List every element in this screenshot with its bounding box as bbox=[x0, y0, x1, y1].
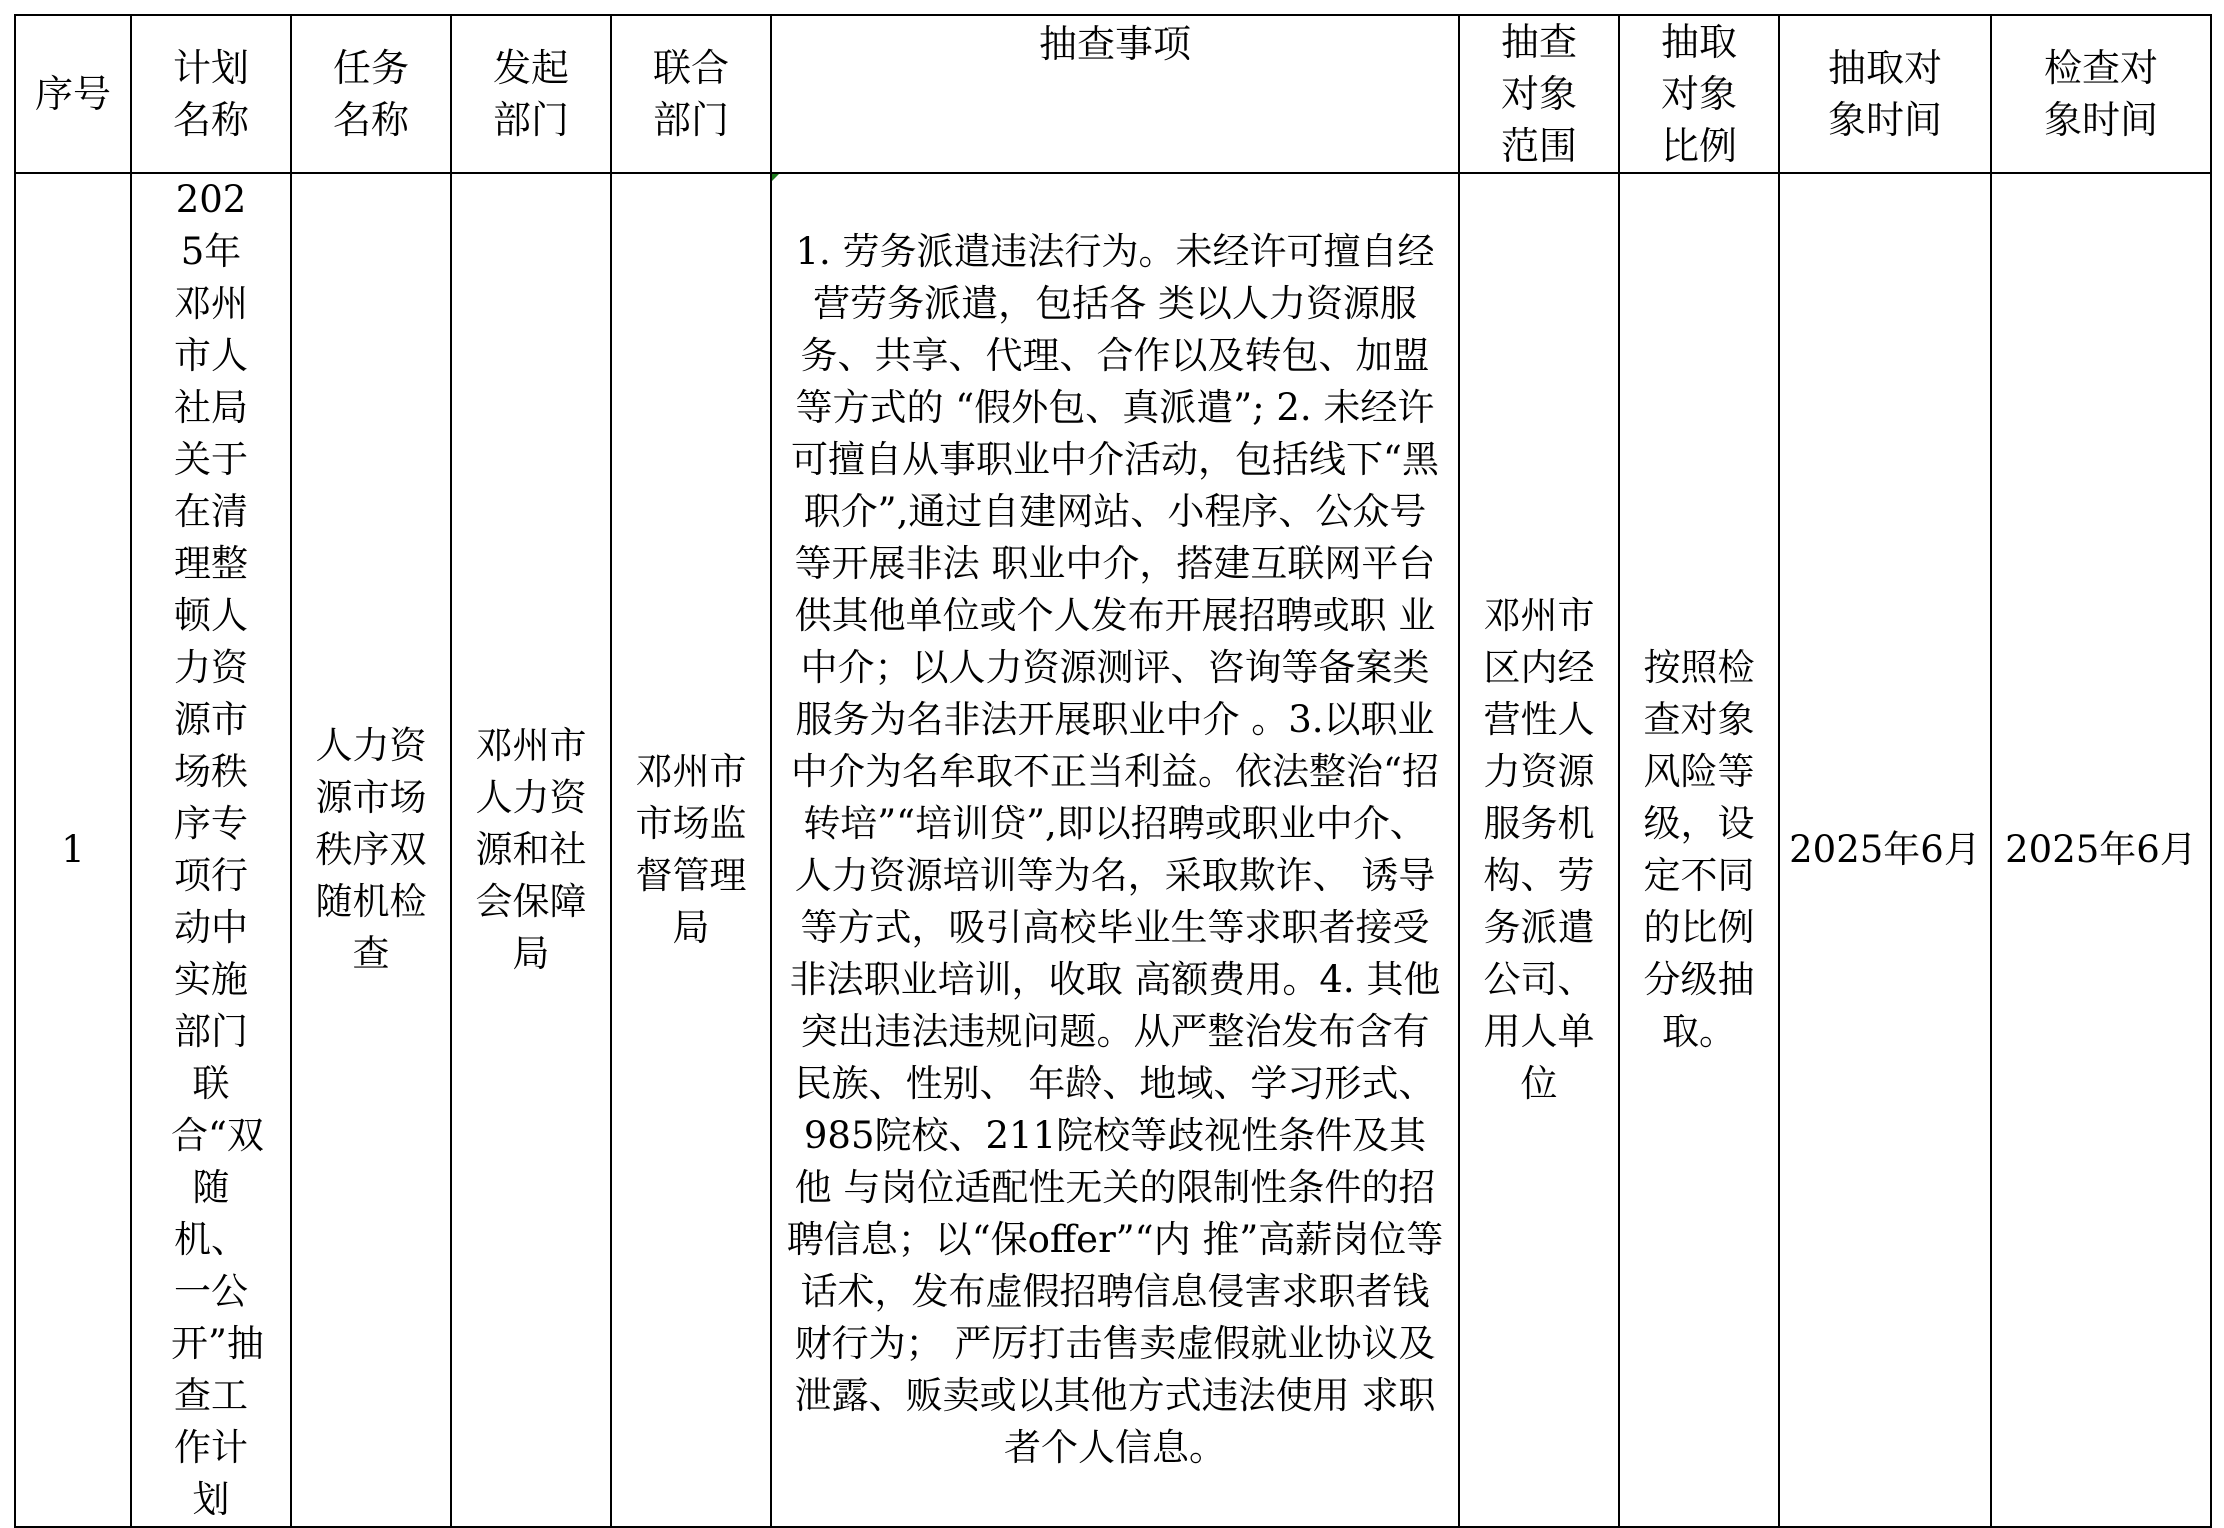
cell-sample-time: 2025年6月 bbox=[1779, 173, 1991, 1527]
header-seq: 序号 bbox=[15, 15, 131, 173]
table-row bbox=[15, 173, 2211, 1527]
header-target-scope: 抽查对象范围 bbox=[1459, 15, 1619, 173]
cell-seq: 1 bbox=[15, 173, 131, 1527]
cell-joint-dept: 邓州市市场监督管理局 bbox=[611, 173, 771, 1527]
header-plan-name: 计划名称 bbox=[131, 15, 291, 173]
table-header bbox=[15, 15, 2211, 173]
cell-check-items bbox=[771, 173, 1459, 1527]
cell-check-time: 2025年6月 bbox=[1991, 173, 2211, 1527]
header-task-name: 任务名称 bbox=[291, 15, 451, 173]
cell-plan-name: 2025年邓州市人社局关于在清理整顿人力资源市场秩序专项行动中实施部门联合“双随机、一公开”抽查工作计划 bbox=[131, 173, 291, 1527]
cell-corner-marker bbox=[772, 174, 779, 181]
header-check-time: 检查对象时间 bbox=[1991, 15, 2211, 173]
header-sample-ratio: 抽取对象比例 bbox=[1619, 15, 1779, 173]
table-body bbox=[15, 173, 2211, 1527]
header-initiating-dept: 发起部门 bbox=[451, 15, 611, 173]
inspection-plan-table bbox=[14, 14, 2212, 1528]
cell-initiating-dept: 邓州市人力资源和社会保障局 bbox=[451, 173, 611, 1527]
cell-task-name: 人力资源市场秩序双随机检查 bbox=[291, 173, 451, 1527]
cell-sample-ratio: 按照检查对象风险等级，设定不同的比例分级抽取。 bbox=[1619, 173, 1779, 1527]
header-sample-time: 抽取对象时间 bbox=[1779, 15, 1991, 173]
check-items-text: 1. 劳务派遣违法行为。未经许可擅自经营劳务派遣，包括各 类以人力资源服务、共享、代理、合作以及转包、加盟等方式的 “假外包、真派遣”; 2. 未经许可擅自从事职业中介活动，包括线下“黑职介”,通过自建网站、小程序、公众号等开展非法 职业中介，搭建互联网平台供其他单位或个人发布开展招聘或职 业中介；以人力资源测评、咨询等备案类服务为名非法开展职业中介 。3.以职业中介为名牟取不正当利益。依法整治“招转培”“培训贷”,即以招聘或职业中介、人力资源培训等为名，采取欺诈、 诱导等方式，吸引高校毕业生等求职者接受非法职业培训，收取 高额费用。4. 其他突出违法违规问题。从严整治发布含有民族、性别、 年龄、地域、学习形式、985院校、211院校等歧视性条件及其他 与岗位适配性无关的限制性条件的招聘信息；以“保offer”“内 推”高薪岗位等话术，发布虚假招聘信息侵害求职者钱财行为； 严厉打击售卖虚假就业协议及泄露、贩卖或以其他方式违法使用 求职者个人信息。 bbox=[786, 230, 1444, 1469]
header-check-items: 抽查事项 bbox=[771, 15, 1459, 173]
cell-target-scope: 邓州市区内经营性人力资源服务机构、劳务派遣公司、用人单位 bbox=[1459, 173, 1619, 1527]
header-row bbox=[15, 15, 2211, 173]
header-joint-dept: 联合部门 bbox=[611, 15, 771, 173]
